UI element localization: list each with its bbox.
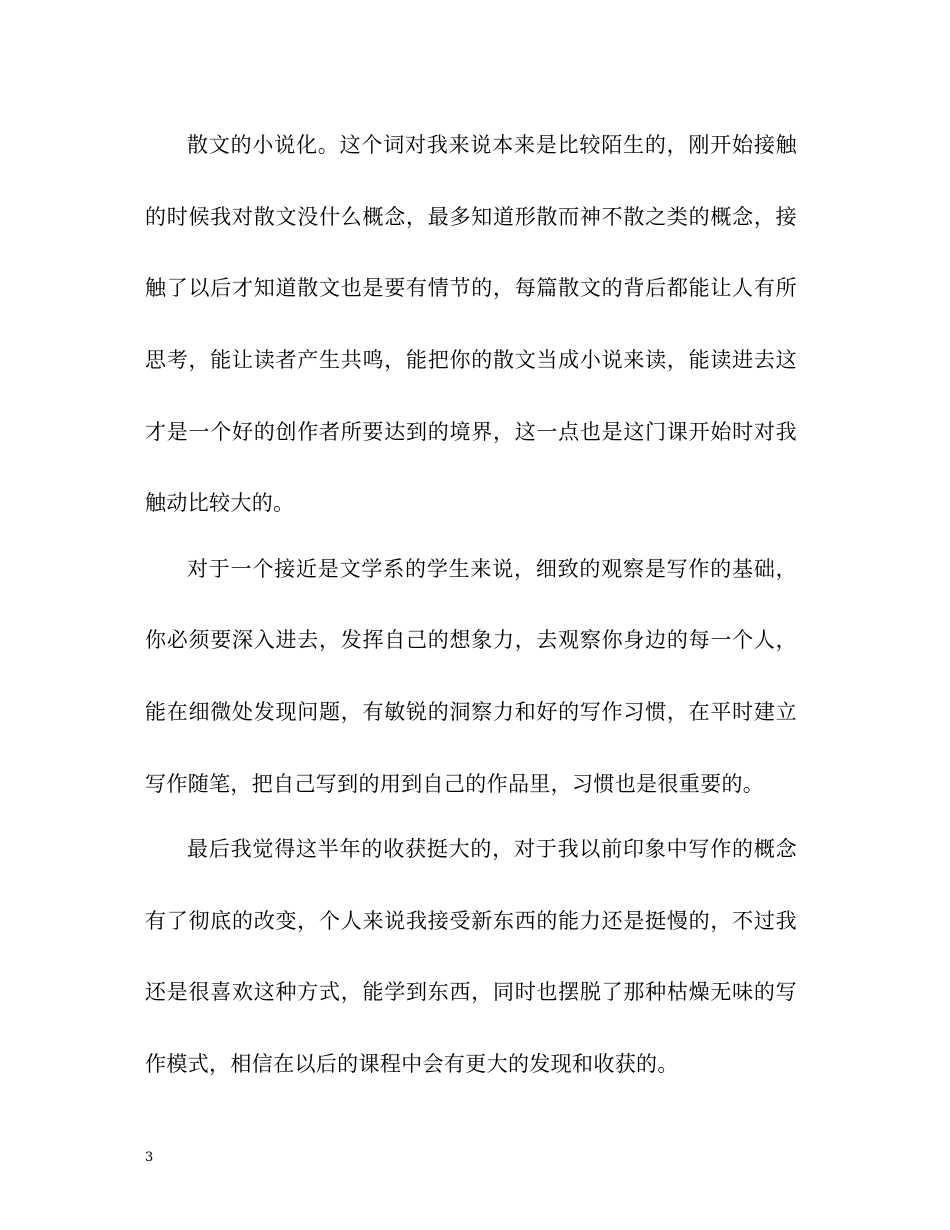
- page-number: 3: [145, 1150, 154, 1165]
- paragraph-3-line-2: 有了彻底的改变，个人来说我接受新东西的能力还是挺慢的，不过我: [145, 909, 797, 933]
- paragraph-2-line-4: 写作随笔，把自己写到的用到自己的作品里，习惯也是很重要的。: [145, 772, 765, 796]
- paragraph-1-line-4: 思考，能让读者产生共鸣，能把你的散文当成小说来读，能读进去这: [145, 348, 797, 372]
- paragraph-3-line-3: 还是很喜欢这种方式，能学到东西，同时也摆脱了那种枯燥无味的写: [145, 980, 797, 1004]
- paragraph-1-line-6: 触动比较大的。: [145, 491, 295, 515]
- paragraph-2-line-2: 你必须要深入进去，发挥自己的想象力，去观察你身边的每一个人，: [145, 628, 797, 652]
- paragraph-1-line-5: 才是一个好的创作者所要达到的境界，这一点也是这门课开始时对我: [145, 420, 797, 444]
- paragraph-3-line-1: 最后我觉得这半年的收获挺大的，对于我以前印象中写作的概念: [187, 837, 797, 861]
- paragraph-3-line-4: 作模式，相信在以后的课程中会有更大的发现和收获的。: [145, 1052, 679, 1076]
- paragraph-1-line-3: 触了以后才知道散文也是要有情节的，每篇散文的背后都能让人有所: [145, 276, 797, 300]
- paragraph-2-line-3: 能在细微处发现问题，有敏锐的洞察力和好的写作习惯，在平时建立: [145, 700, 797, 724]
- paragraph-2-line-1: 对于一个接近是文学系的学生来说，细致的观察是写作的基础，: [187, 557, 797, 581]
- paragraph-1-line-2: 的时候我对散文没什么概念，最多知道形散而神不散之类的概念，接: [145, 205, 797, 229]
- paragraph-1-line-1: 散文的小说化。这个词对我来说本来是比较陌生的，刚开始接触: [187, 133, 797, 157]
